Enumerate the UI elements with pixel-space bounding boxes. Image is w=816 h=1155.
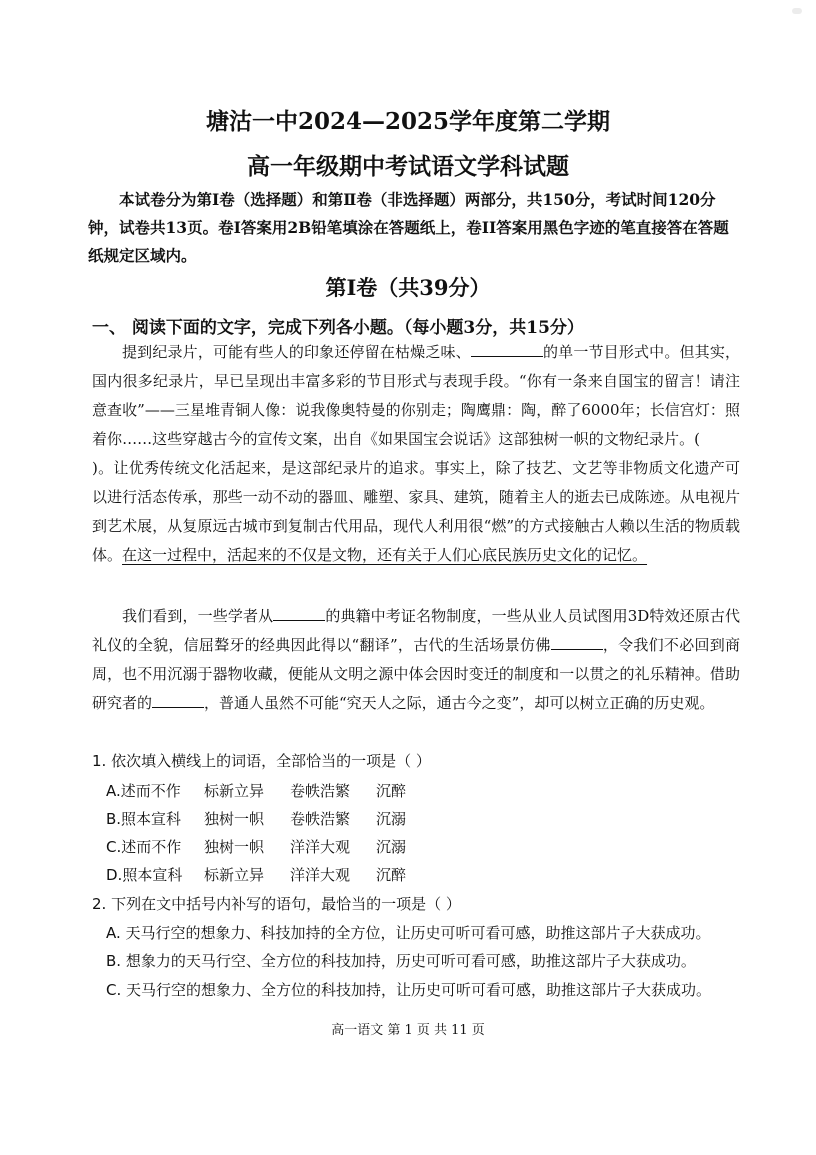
fill-blank xyxy=(551,633,603,650)
question-1-option-b xyxy=(106,808,406,829)
exam-instructions: 本试卷分为第Ⅰ卷（选择题）和第Ⅱ卷（非选择题）两部分，共150分，考试时间120分钟，试卷共13页。卷I答案用2B铅笔填涂在答题纸上，卷II答案用黑色字迹的笔直接答在答题纸规定区域内。 xyxy=(88,190,729,265)
fill-blank xyxy=(273,604,325,621)
option-word: 独树一帜 xyxy=(204,838,265,856)
option-word: B.照本宣科 xyxy=(106,810,182,828)
option-word: 卷帙浩繁 xyxy=(290,782,351,800)
passage-paragraph-1 xyxy=(92,338,740,570)
part1-title: 第I卷（共39分） xyxy=(325,275,491,300)
question-1-option-a xyxy=(106,780,406,801)
underlined-sentence: 在这一过程中，活起来的不仅是文物，还有关于人们心底民族历史文化的记忆。 xyxy=(122,546,648,564)
passage-paragraph-2 xyxy=(92,602,740,718)
question-2-option-b: B. 想象力的天马行空、全方位的科技加持，历史可听可看可感，助推这部片子大获成功。 xyxy=(106,952,696,970)
question-1-option-c xyxy=(106,836,406,857)
option-word: 独树一帜 xyxy=(204,810,265,828)
option-word: 沉醉 xyxy=(376,866,407,884)
passage-text: )。让优秀传统文化活起来，是这部纪录片的追求。事实上，除了技艺、文艺等非物质文化遗产可以进行活态传承，那些一动不动的器皿、雕塑、家具、建筑，随着主人的逝去已成陈迹。从电视片到艺术展，从复原远古城市到复制古代用品，现代人利用很“燃”的方式接触古人赖以生活的物质载体。 xyxy=(92,459,740,564)
option-word: 沉溺 xyxy=(376,838,407,856)
passage-text: 的典籍中考证名物制度，一些从业人员试图用3D特效还原古代礼仪的全貌，信屈聱牙的经典因此得以“翻译”，古代的生活场景仿佛 xyxy=(92,607,740,654)
option-word: 标新立异 xyxy=(204,782,265,800)
option-word: 洋洋大观 xyxy=(290,866,351,884)
section1-heading: 一、 阅读下面的文字，完成下列各小题。（每小题3分，共15分） xyxy=(92,318,584,338)
fill-blank xyxy=(471,340,543,357)
question-2-stem: 2. 下列在文中括号内补写的语句，最恰当的一项是（ ） xyxy=(92,895,461,913)
question-2-option-a: A. 天马行空的想象力、科技加持的全方位，让历史可听可看可感，助推这部片子大获成功。 xyxy=(106,924,711,942)
option-word: A.述而不作 xyxy=(106,782,181,800)
passage-text: 我们看到，一些学者从 xyxy=(122,607,274,625)
passage-text: 提到纪录片，可能有些人的印象还停留在枯燥乏味、 xyxy=(122,343,471,361)
scan-mark xyxy=(792,8,802,14)
question-2-option-c: C. 天马行空的想象力、全方位的科技加持，让历史可听可看可感，助推这部片子大获成功。 xyxy=(106,981,712,999)
option-word: D.照本宣科 xyxy=(106,866,183,884)
passage-text: ，令我们不必回到商周，也不用沉溺于器物收藏，便能从文明之源中体会因时变迁的制度和一以贯之的礼乐精神。借助研究者的 xyxy=(92,636,740,712)
page-footer: 高一语文 第 1 页 共 11 页 xyxy=(331,1023,485,1038)
option-word: 标新立异 xyxy=(204,866,265,884)
option-word: 卷帙浩繁 xyxy=(290,810,351,828)
question-1-option-d xyxy=(106,864,406,885)
exam-title-line2: 高一年级期中考试语文学科试题 xyxy=(247,153,569,180)
option-word: C.述而不作 xyxy=(106,838,182,856)
fill-blank xyxy=(152,691,204,708)
passage-text: ，普通人虽然不可能“究天人之际，通古今之变”，却可以树立正确的历史观。 xyxy=(204,694,715,712)
option-word: 沉醉 xyxy=(376,782,407,800)
passage-text: 的单一节目形式中。但其实，国内很多纪录片，早已呈现出丰富多彩的节目形式与表现手段。“你有一条来自国宝的留言！请注意查收”——三星堆青铜人像：说我像奥特曼的你别走；陶鹰鼎：陶，醉了6000年；长信宫灯：照着你……这些穿越古今的宣传文案，出自《如果国宝会说话》这部独树一帜的文物纪录片。( xyxy=(92,343,740,448)
option-word: 沉溺 xyxy=(376,810,407,828)
question-1-stem: 1. 依次填入横线上的词语，全部恰当的一项是（ ） xyxy=(92,752,431,770)
option-word: 洋洋大观 xyxy=(290,838,351,856)
exam-title-line1: 塘沽一中2024—2025学年度第二学期 xyxy=(205,108,611,135)
